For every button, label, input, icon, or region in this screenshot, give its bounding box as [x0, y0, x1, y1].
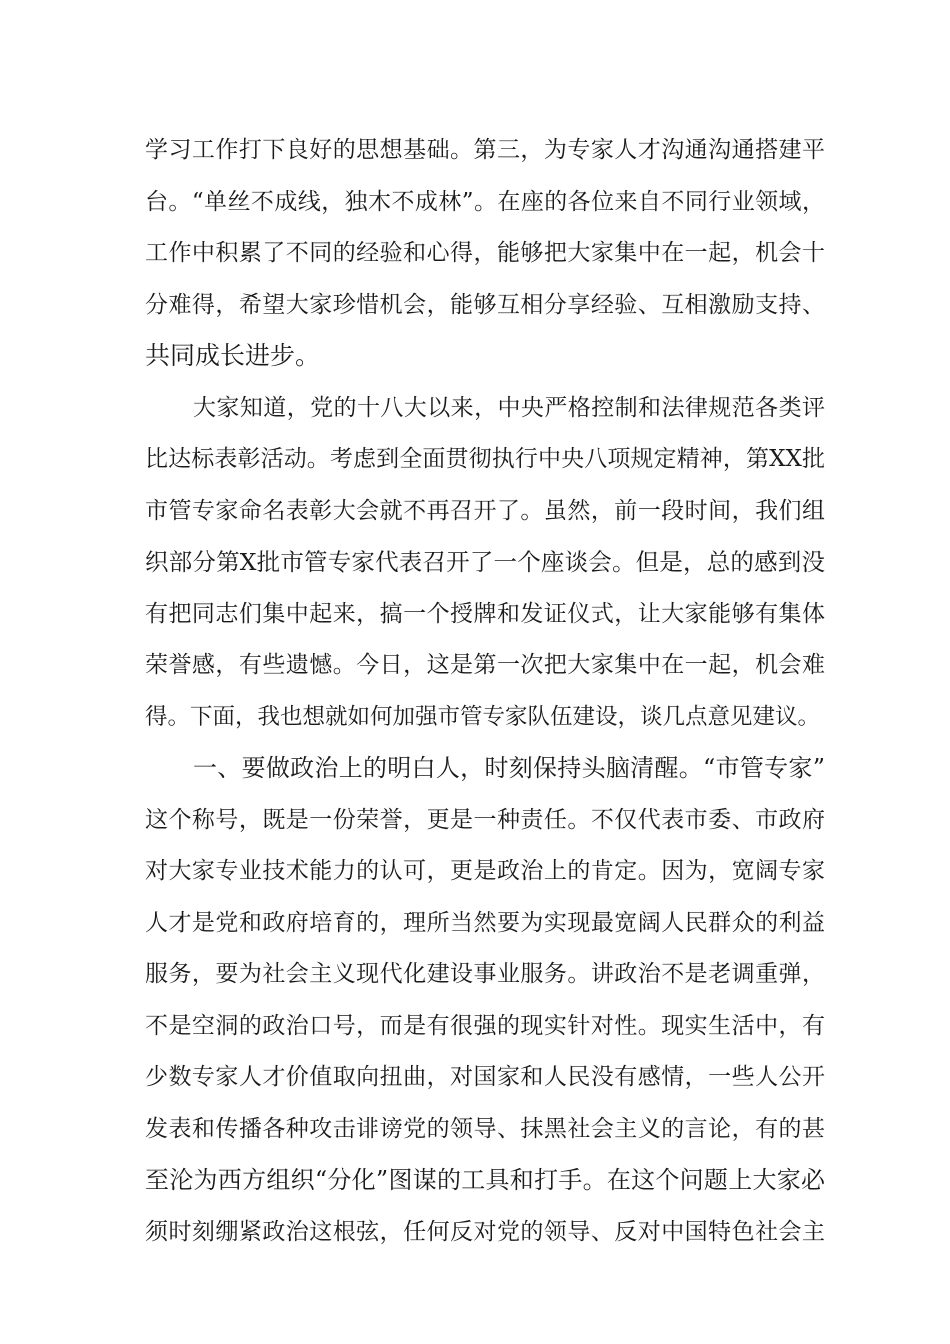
- text-line: 学习工作打下良好的思想基础。第三，为专家人才沟通沟通搭建平: [145, 137, 825, 163]
- text-line: 对大家专业技术能力的认可，更是政治上的肯定。因为，宽阔专家: [145, 858, 825, 884]
- text-line: 这个称号，既是一份荣誉，更是一种责任。不仅代表市委、市政府: [145, 807, 825, 833]
- text-line: 人才是党和政府培育的，理所当然要为实现最宽阔人民群众的利益: [145, 910, 825, 936]
- text-line: 织部分第X批市管专家代表召开了一个座谈会。但是，总的感到没: [145, 548, 825, 576]
- text-line: 服务，要为社会主义现代化建设事业服务。讲政治不是老调重弹，: [145, 961, 825, 987]
- paragraph-first-line: 一、要做政治上的明白人，时刻保持头脑清醒。“市管专家”: [193, 754, 825, 782]
- text-line: 得。下面，我也想就如何加强市管专家队伍建设，谈几点意见建议。: [145, 704, 821, 730]
- text-line: 工作中积累了不同的经验和心得，能够把大家集中在一起，机会十: [145, 240, 825, 266]
- text-line: 有把同志们集中起来，搞一个授牌和发证仪式，让大家能够有集体: [145, 601, 825, 627]
- text-line: 分难得，希望大家珍惜机会，能够互相分享经验、互相激励支持、: [145, 292, 825, 318]
- text-line: 共同成长进步。: [145, 341, 321, 370]
- text-line: 市管专家命名表彰大会就不再召开了。虽然，前一段时间，我们组: [145, 498, 825, 524]
- text-line: 荣誉感，有些遗憾。今日，这是第一次把大家集中在一起，机会难: [145, 652, 825, 678]
- text-line: 须时刻绷紧政治这根弦，任何反对党的领导、反对中国特色社会主: [145, 1219, 825, 1245]
- text-line: 至沦为西方组织“分化”图谋的工具和打手。在这个问题上大家必: [145, 1166, 825, 1194]
- text-line: 不是空洞的政治口号，而是有很强的现实针对性。现实生活中，有: [145, 1013, 825, 1039]
- text-line: 台。“单丝不成线，独木不成林”。在座的各位来自不同行业领域，: [145, 189, 825, 215]
- paragraph-first-line: 大家知道，党的十八大以来，中央严格控制和法律规范各类评: [193, 395, 825, 421]
- text-line: 比达标表彰活动。考虑到全面贯彻执行中央八项规定精神，第XX批: [145, 446, 825, 472]
- text-line: 发表和传播各种攻击诽谤党的领导、抹黑社会主义的言论，有的甚: [145, 1116, 825, 1142]
- text-line: 少数专家人才价值取向扭曲，对国家和人民没有感情，一些人公开: [145, 1064, 825, 1090]
